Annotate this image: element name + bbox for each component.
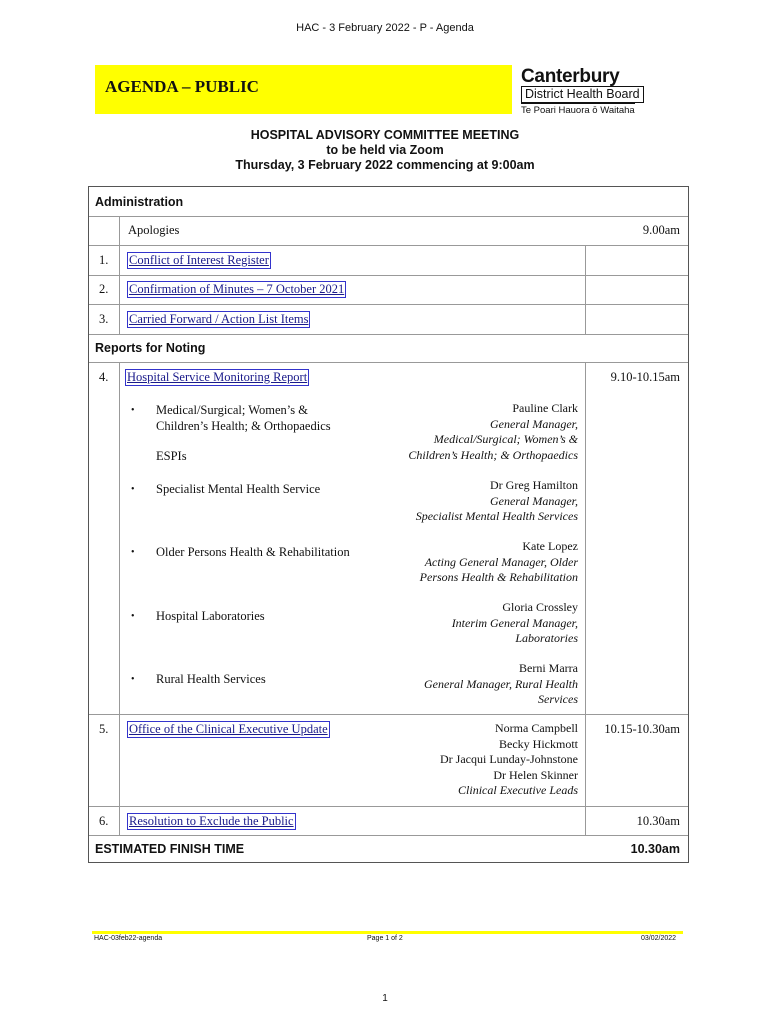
logo-line2: District Health Board: [521, 86, 644, 103]
item-number: 1.: [99, 253, 109, 267]
col-divider: [119, 216, 120, 334]
agenda-table: [88, 186, 689, 863]
col-divider: [585, 362, 586, 835]
bullet-icon: •: [131, 484, 135, 495]
row-divider: [89, 216, 688, 217]
apologies-label: Apologies: [128, 223, 180, 237]
page-number: 1: [382, 993, 388, 1004]
lead-name: Becky Hickmott: [499, 736, 578, 751]
lead-name: Norma Campbell: [495, 721, 578, 735]
bullet-icon: •: [131, 405, 135, 416]
meeting-title: HOSPITAL ADVISORY COMMITTEE MEETING: [250, 128, 520, 142]
presenter-role: Specialist Mental Health Services: [415, 509, 578, 523]
leads-role: Clinical Executive Leads: [458, 783, 578, 797]
sub-item-topic: Children’s Health; & Orthopaedics: [156, 419, 331, 433]
row-divider: [89, 245, 688, 246]
carried-forward-link[interactable]: Carried Forward / Action List Items: [129, 312, 309, 326]
meeting-date: Thursday, 3 February 2022 commencing at 9:00am: [235, 158, 535, 172]
finish-time-label: ESTIMATED FINISH TIME: [95, 842, 245, 856]
row-divider: [89, 806, 688, 807]
sub-item-topic: Medical/Surgical; Women’s &: [156, 403, 308, 417]
presenter-role: Acting General Manager, Older: [424, 554, 578, 569]
presenter-name: Dr Greg Hamilton: [490, 478, 578, 492]
page-header: HAC - 3 February 2022 - P - Agenda: [296, 22, 474, 34]
presenter-block: [358, 401, 578, 463]
presenter-role: Laboratories: [515, 631, 578, 645]
clinical-executive-update-link[interactable]: Office of the Clinical Executive Update: [129, 722, 328, 736]
bullet-icon: •: [131, 547, 135, 558]
presenter-role: Children’s Health; & Orthopaedics: [408, 447, 578, 462]
presenter-block: [358, 539, 578, 586]
col-divider: [119, 362, 120, 835]
presenter-name: Kate Lopez: [522, 539, 578, 553]
conflict-of-interest-link[interactable]: Conflict of Interest Register: [129, 253, 269, 267]
hospital-service-monitoring-link[interactable]: Hospital Service Monitoring Report: [127, 370, 308, 384]
bullet-icon: •: [131, 611, 135, 622]
presenter-role: General Manager,: [490, 493, 578, 508]
row-divider: [89, 362, 688, 363]
presenter-role: Persons Health & Rehabilitation: [419, 570, 578, 584]
bullet-icon: •: [131, 674, 135, 685]
presenter-block: [358, 661, 578, 708]
sub-item-topic: Rural Health Services: [156, 672, 266, 686]
col-divider: [585, 245, 586, 334]
footer-page: Page 1 of 2: [367, 935, 403, 942]
section-administration: Administration: [95, 195, 184, 209]
presenter-role: Services: [538, 692, 578, 706]
presenter-name: Pauline Clark: [512, 401, 578, 415]
item-number: 5.: [99, 722, 109, 736]
footer-rule: [92, 931, 683, 934]
presenter-role: Interim General Manager,: [451, 615, 578, 630]
presenter-name: Gloria Crossley: [502, 600, 578, 614]
sub-item-topic: Hospital Laboratories: [156, 609, 265, 623]
sub-item-topic: ESPIs: [156, 449, 187, 463]
item-number: 4.: [99, 370, 109, 384]
item-number: 3.: [99, 312, 109, 326]
footer-date: 03/02/2022: [641, 935, 677, 942]
presenter-role: General Manager,: [490, 416, 578, 431]
item4-time: 9.10-10.15am: [610, 370, 680, 384]
sub-item-topic: Older Persons Health & Rehabilitation: [156, 545, 350, 559]
footer-doc-id: HAC-03feb22-agenda: [94, 935, 163, 942]
row-divider: [89, 304, 688, 305]
section-reports-for-noting: Reports for Noting: [95, 341, 206, 355]
logo-line1: Canterbury: [521, 66, 620, 87]
row-divider: [89, 714, 688, 715]
row-divider: [89, 334, 688, 335]
item-number: 6.: [99, 814, 109, 828]
item5-time: 10.15-10.30am: [604, 722, 680, 736]
meeting-heading: [0, 128, 770, 173]
agenda-banner: [95, 65, 512, 114]
presenter-block: [358, 600, 578, 647]
banner-title: AGENDA – PUBLIC: [105, 77, 259, 96]
clinical-leads-block: [318, 721, 578, 799]
presenter-role: Medical/Surgical; Women’s &: [433, 432, 578, 446]
row-divider: [89, 835, 688, 836]
finish-time-value: 10.30am: [630, 842, 680, 856]
apologies-time: 9.00am: [642, 223, 680, 237]
resolution-exclude-public-link[interactable]: Resolution to Exclude the Public: [129, 814, 294, 828]
confirmation-of-minutes-link[interactable]: Confirmation of Minutes – 7 October 2021: [129, 282, 345, 296]
presenter-role: General Manager, Rural Health: [424, 676, 578, 691]
lead-name: Dr Jacqui Lunday-Johnstone: [440, 752, 578, 766]
meeting-venue: to be held via Zoom: [326, 143, 444, 157]
presenter-name: Berni Marra: [519, 661, 578, 675]
sub-item-topic: Specialist Mental Health Service: [156, 482, 321, 496]
row-divider: [89, 275, 688, 276]
cdhb-logo: [519, 66, 679, 116]
logo-line3: Te Poari Hauora ō Waitaha: [521, 105, 635, 116]
lead-name: Dr Helen Skinner: [493, 767, 578, 782]
presenter-block: [358, 478, 578, 525]
item6-time: 10.30am: [636, 814, 680, 828]
item-number: 2.: [99, 282, 109, 296]
